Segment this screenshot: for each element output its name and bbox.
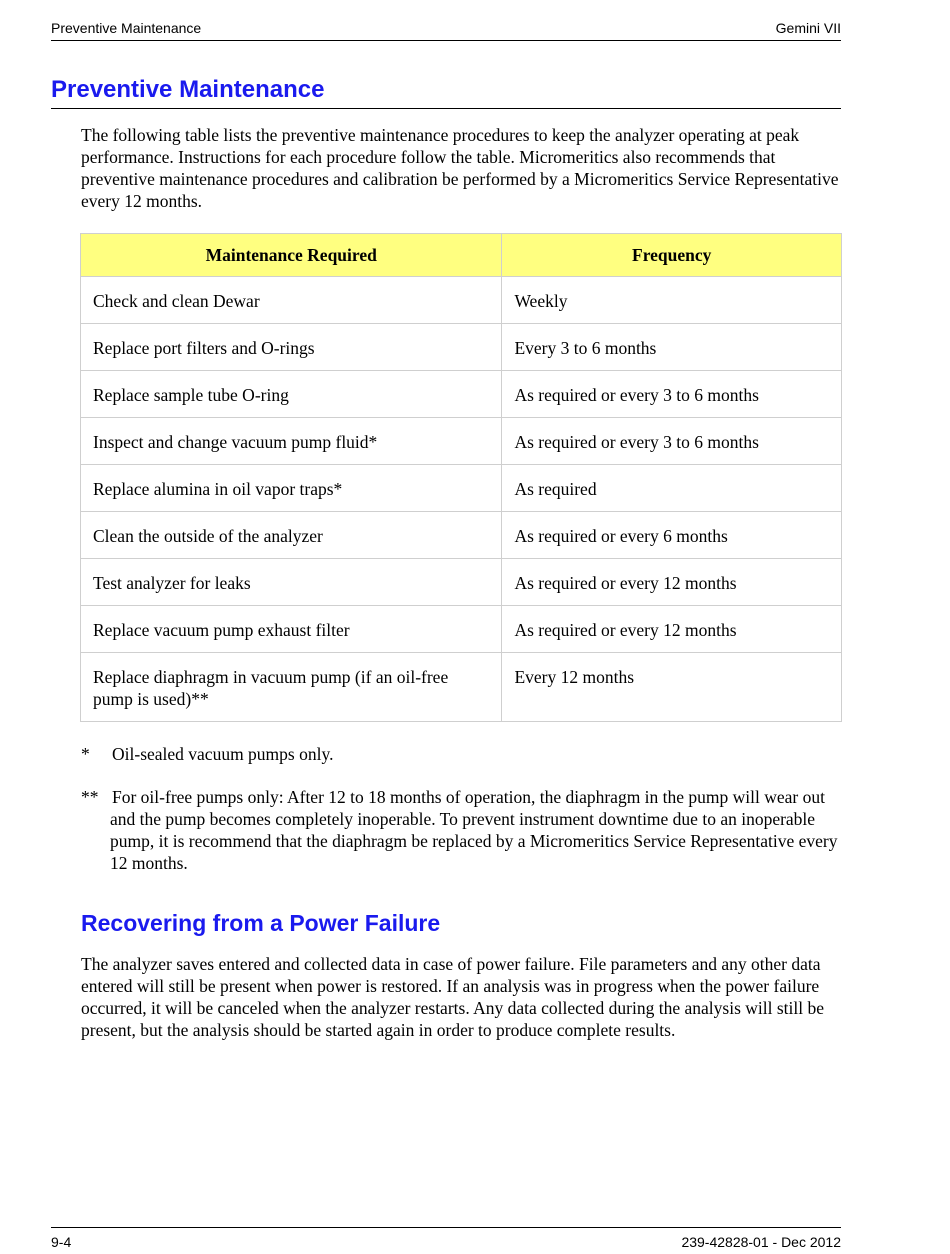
footnote-single-asterisk bbox=[81, 743, 841, 765]
task-cell: Replace vacuum pump exhaust filter bbox=[81, 606, 502, 653]
table-row bbox=[81, 371, 842, 418]
recovery-section-title: Recovering from a Power Failure bbox=[81, 910, 441, 936]
task-cell: Check and clean Dewar bbox=[81, 277, 502, 324]
task-cell: Inspect and change vacuum pump fluid* bbox=[81, 418, 502, 465]
task-cell: Replace alumina in oil vapor traps* bbox=[81, 465, 502, 512]
frequency-cell: As required or every 6 months bbox=[502, 512, 842, 559]
frequency-cell: As required or every 3 to 6 months bbox=[502, 418, 842, 465]
footnote-double-asterisk bbox=[81, 786, 841, 874]
maintenance-table bbox=[80, 233, 842, 722]
table-row bbox=[81, 653, 842, 722]
frequency-cell: As required or every 12 months bbox=[502, 559, 842, 606]
column-header-frequency: Frequency bbox=[502, 234, 842, 277]
table-row bbox=[81, 606, 842, 653]
frequency-cell: Every 12 months bbox=[502, 653, 842, 722]
table-row bbox=[81, 465, 842, 512]
header-section-name: Preventive Maintenance bbox=[51, 20, 202, 36]
table-row bbox=[81, 512, 842, 559]
task-cell: Replace sample tube O-ring bbox=[81, 371, 502, 418]
task-cell: Clean the outside of the analyzer bbox=[81, 512, 502, 559]
footnote-mark: ** bbox=[81, 787, 99, 807]
frequency-cell: Every 3 to 6 months bbox=[502, 324, 842, 371]
table-header-row bbox=[81, 234, 842, 277]
footnote-text: Oil-sealed vacuum pumps only. bbox=[112, 744, 334, 764]
table-row bbox=[81, 277, 842, 324]
page-number: 9-4 bbox=[51, 1234, 72, 1250]
footnote-mark: * bbox=[81, 744, 90, 764]
section-title: Preventive Maintenance bbox=[51, 75, 841, 109]
footnote-text: For oil-free pumps only: After 12 to 18 months of operation, the diaphragm in the pump will wear out and the pump becomes completely inoperable. To prevent instrument downtime due to an inoperable pump, it is recommend that the diaphragm be replaced by a Micromeritics Service Representative every 12 months. bbox=[110, 787, 838, 873]
task-cell: Replace diaphragm in vacuum pump (if an oil-free pump is used)** bbox=[81, 653, 502, 722]
table-row bbox=[81, 559, 842, 606]
task-cell: Test analyzer for leaks bbox=[81, 559, 502, 606]
task-cell: Replace port filters and O-rings bbox=[81, 324, 502, 371]
recovery-paragraph: The analyzer saves entered and collected data in case of power failure. File parameters and any other data entered will still be present when power is restored. If an analysis was in progress when the power failure occurred, it will be canceled when the analyzer restarts. Any data collected during the analysis will still be present, but the analysis should be started again in order to produce complete results. bbox=[81, 954, 824, 1040]
table-row bbox=[81, 418, 842, 465]
frequency-cell: As required bbox=[502, 465, 842, 512]
frequency-cell: As required or every 3 to 6 months bbox=[502, 371, 842, 418]
frequency-cell: Weekly bbox=[502, 277, 842, 324]
frequency-cell: As required or every 12 months bbox=[502, 606, 842, 653]
running-footer bbox=[51, 1227, 841, 1250]
document-number: 239-42828-01 - Dec 2012 bbox=[681, 1234, 841, 1250]
header-product-name: Gemini VII bbox=[775, 20, 841, 36]
running-header bbox=[51, 18, 841, 41]
intro-paragraph: The following table lists the preventive maintenance procedures to keep the analyzer operating at peak performance. Instructions for each procedure follow the table. Micromeritics also recommends that preventive maintenance procedures and calibration be performed by a Micromeritics Service Representative every 12 months. bbox=[81, 125, 839, 211]
table-row bbox=[81, 324, 842, 371]
column-header-maintenance: Maintenance Required bbox=[81, 234, 502, 277]
